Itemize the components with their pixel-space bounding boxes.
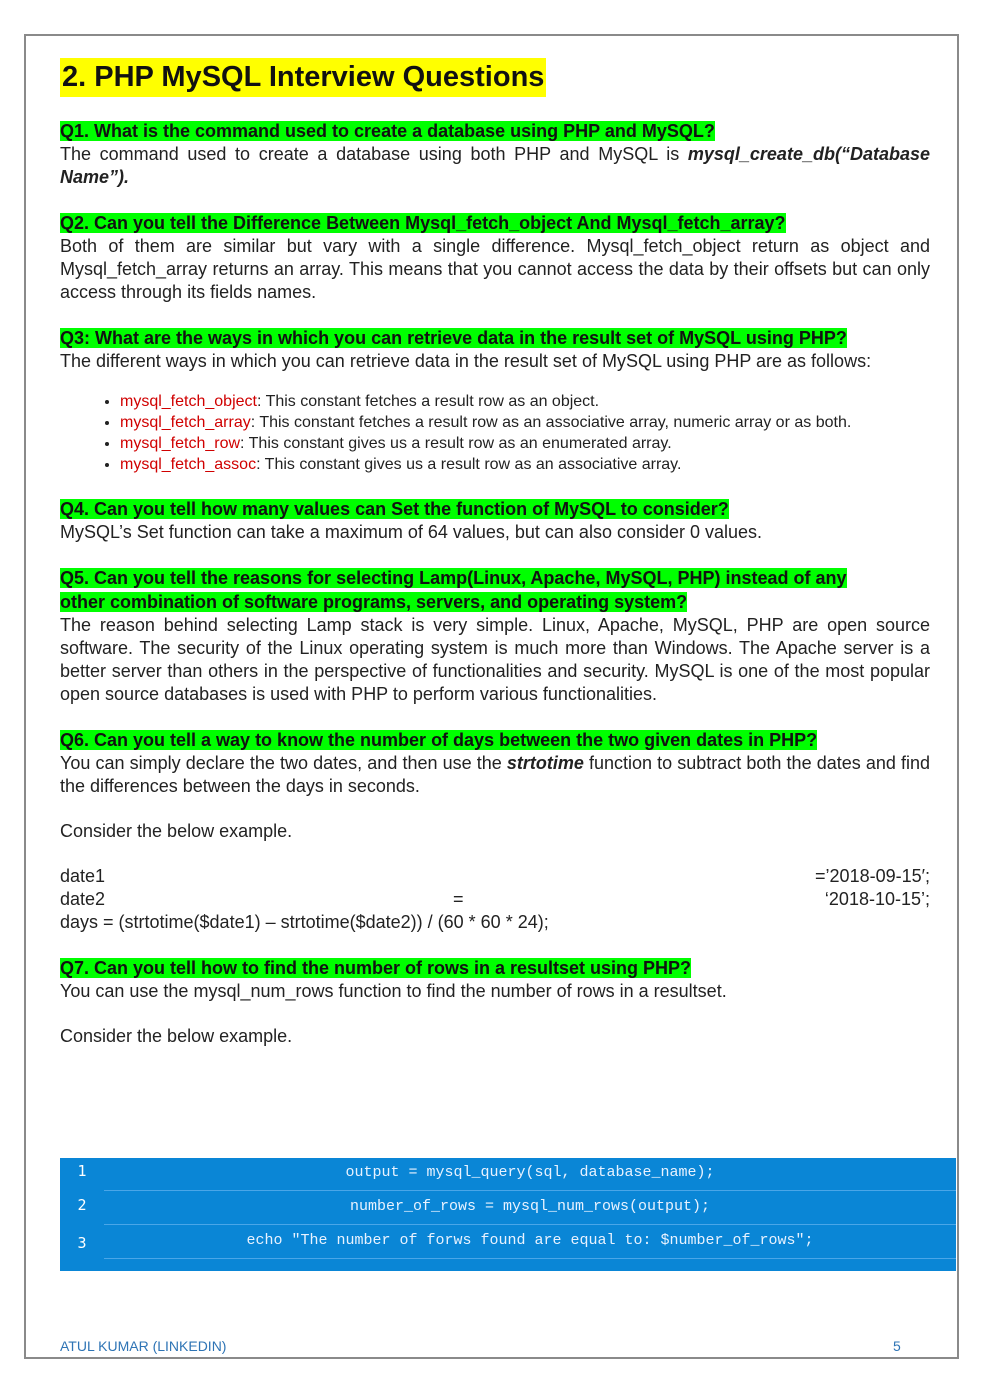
question-1 [60,119,930,143]
answer-6-function: strtotime [506,753,584,773]
function-desc: : This constant fetches a result row as an object. [256,393,600,410]
code-row [60,1158,956,1192]
answer-1-text: The command used to create a database using both PHP and MySQL is [60,144,688,164]
function-name: mysql_fetch_objec [120,393,253,410]
code-row [60,1192,956,1226]
question-5-line-2: other combination of software programs, servers, and operating system? [60,592,688,612]
example-line-3: days = (strtotime($date1) – strtotime($date2)) / (60 * 60 * 24); [60,912,549,932]
question-7-text: Q7. Can you tell how to find the number of rows in a resultset using PHP? [60,958,692,978]
fetch-options-list [60,391,930,475]
question-4-text: Q4. Can you tell how many values can Set the function of MySQL to consider? [60,499,729,519]
function-name: mysql_fetch_assoc [120,456,257,473]
question-2 [60,211,930,235]
list-item [120,454,930,475]
line-number: 1 [77,1162,87,1180]
code-line: echo "The number of forws found are equal to: $number_of_rows"; [104,1226,956,1259]
answer-4: MySQL’s Set function can take a maximum of 64 values, but can also consider 0 values. [60,522,763,542]
page-number: 5 [893,1338,901,1354]
function-desc: : This constant fetches a result row as an associative array, numeric array or as both. [250,414,852,431]
function-desc: : This constant gives us a result row as an enumerated array. [240,435,672,452]
example-value: =’2018-09-15′; [815,866,930,886]
question-2-text: Q2. Can you tell the Difference Between Mysql_fetch_object And Mysql_fetch_array? [60,213,786,233]
answer-6-after: function to subtract both the dates and find the differences between the days in seconds. [60,753,931,796]
question-6 [60,728,930,752]
question-3 [60,326,930,350]
answer-7: You can use the mysql_num_rows function to find the number of rows in a resultset. [60,981,727,1001]
code-block [60,1158,956,1271]
list-item [120,391,930,412]
example-var: date1 [60,866,106,886]
question-5 [60,566,930,614]
question-7 [60,956,930,980]
answer-2: Both of them are similar but vary with a single difference. Mysql_fetch_object return as object and Mysql_fetch_array returns an array. This means that you cannot access the data by their offsets but can only access through its fields names. [60,236,930,302]
answer-1 [60,143,930,189]
page-title: 2. PHP MySQL Interview Questions [60,58,546,97]
question-4 [60,497,930,521]
line-number: 3 [77,1234,87,1252]
function-desc: : This constant gives us a result row as an associative array. [256,456,682,473]
answer-3: The different ways in which you can retrieve data in the result set of MySQL using PHP are as follows: [60,351,872,371]
code-row [60,1226,956,1260]
question-1-text: Q1. What is the command used to create a database using PHP and MySQL? [60,121,715,141]
question-6-text: Q6. Can you tell a way to know the number of days between the two given dates in PHP? [60,730,818,750]
example-line-1 [60,865,930,888]
consider-text-7: Consider the below example. [60,1026,293,1046]
example-var: date2 [60,889,106,909]
question-5-line-1: Q5. Can you tell the reasons for selecting Lamp(Linux, Apache, MySQL, PHP) instead of any [60,568,847,588]
question-3-text: Q3: What are the ways in which you can retrieve data in the result set of MySQL using PHP? [60,328,847,348]
example-line-2 [60,888,930,911]
line-number: 2 [77,1196,87,1214]
function-name: mysql_fetch_row [120,435,241,452]
list-item [120,433,930,454]
consider-text-6: Consider the below example. [60,821,293,841]
footer-author: ATUL KUMAR (LINKEDIN) [60,1338,227,1354]
answer-6-before: You can simply declare the two dates, and then use the [60,753,507,773]
example-value: ‘2018-10-15’; [824,889,930,909]
code-line: output = mysql_query(sql, database_name); [104,1158,956,1191]
answer-6 [60,752,930,798]
list-item [120,412,930,433]
example-equals: = [453,889,464,909]
function-name-tail: t [252,393,257,410]
code-line: number_of_rows = mysql_num_rows(output); [104,1192,956,1225]
function-name: mysql_fetch_array [120,414,251,431]
document-body [60,58,930,1048]
answer-1-code: mysql_create_db(“Database Name”). [60,144,930,187]
answer-5: The reason behind selecting Lamp stack is very simple. Linux, Apache, MySQL, PHP are open source software. The security of the Linux operating system is much more than Windows. The Apache server is a better server than others in the perspective of functionalities and security. MySQL is one of the most popular open source databases is used with PHP to perform various functionalities. [60,615,930,704]
